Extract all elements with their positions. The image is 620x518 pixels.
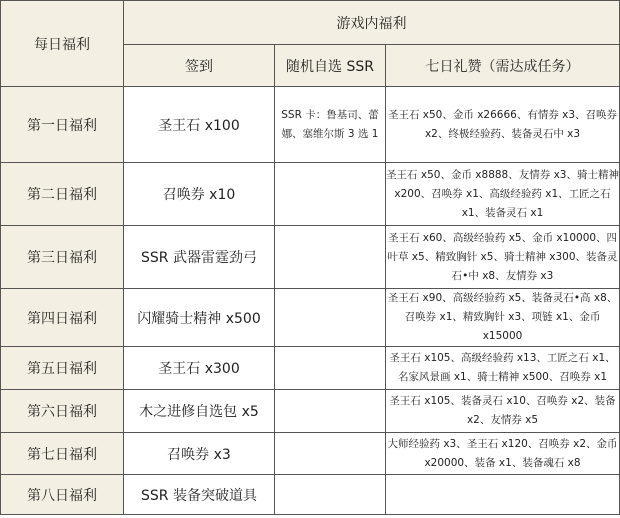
day-label: 第六日福利 xyxy=(1,390,124,433)
signin-reward: SSR 武器雷霆劲弓 xyxy=(124,226,275,289)
seven-day-gift xyxy=(386,475,620,515)
random-ssr-reward xyxy=(275,475,386,515)
signin-reward: 闪耀骑士精神 x500 xyxy=(124,289,275,347)
day-label: 第五日福利 xyxy=(1,347,124,390)
table-row xyxy=(1,289,620,347)
header-ingame-welfare: 游戏内福利 xyxy=(124,1,620,45)
header-daily-welfare: 每日福利 xyxy=(1,1,124,87)
seven-day-gift: 圣王石 x50、金币 x26666、有情券 x3、召唤券 x2、终极经验药、装备灵石中 x3 xyxy=(386,87,620,163)
random-ssr-reward xyxy=(275,226,386,289)
header-signin: 签到 xyxy=(124,45,275,87)
day-label: 第四日福利 xyxy=(1,289,124,347)
day-label: 第三日福利 xyxy=(1,226,124,289)
day-label: 第一日福利 xyxy=(1,87,124,163)
header-seven-day-gift: 七日礼赞（需达成任务） xyxy=(386,45,620,87)
seven-day-gift: 圣王石 x50、金币 x8888、友情券 x3、骑士精神 x200、召唤券 x1、高级经验药 x1、工匠之石 x1、装备灵石 x1 xyxy=(386,163,620,226)
day-label: 第七日福利 xyxy=(1,433,124,475)
random-ssr-reward xyxy=(275,163,386,226)
table-row xyxy=(1,433,620,475)
random-ssr-reward xyxy=(275,433,386,475)
random-ssr-reward xyxy=(275,289,386,347)
header-row-top xyxy=(1,1,620,45)
seven-day-gift: 圣王石 x105、高级经验药 x13、工匠之石 x1、名家风景画 x1、骑士精神 x500、召唤券 x1 xyxy=(386,347,620,390)
signin-reward: 圣王石 x300 xyxy=(124,347,275,390)
random-ssr-reward xyxy=(275,347,386,390)
day-label: 第八日福利 xyxy=(1,475,124,515)
table-row xyxy=(1,390,620,433)
random-ssr-reward xyxy=(275,390,386,433)
header-random-ssr: 随机自选 SSR xyxy=(275,45,386,87)
seven-day-gift: 圣王石 x90、高级经验药 x5、装备灵石•高 x8、召唤券 x1、精致胸针 x3、项链 x1、金币 x15000 xyxy=(386,289,620,347)
signin-reward: 召唤券 x10 xyxy=(124,163,275,226)
signin-reward: 召唤券 x3 xyxy=(124,433,275,475)
table-row xyxy=(1,163,620,226)
signin-reward: 木之进修自选包 x5 xyxy=(124,390,275,433)
table-row xyxy=(1,226,620,289)
day-label: 第二日福利 xyxy=(1,163,124,226)
table-row xyxy=(1,87,620,163)
seven-day-gift: 大师经验药 x3、圣王石 x120、召唤券 x2、金币 x20000、装备 x1、装备魂石 x8 xyxy=(386,433,620,475)
table-row xyxy=(1,347,620,390)
table-row xyxy=(1,475,620,515)
random-ssr-reward: SSR 卡：鲁基司、蕾娜、塞维尔斯 3 选 1 xyxy=(275,87,386,163)
seven-day-gift: 圣王石 x105、装备灵石 x10、召唤券 x2、装备 x2、友情券 x5 xyxy=(386,390,620,433)
signin-reward: SSR 装备突破道具 xyxy=(124,475,275,515)
signin-reward: 圣王石 x100 xyxy=(124,87,275,163)
seven-day-gift: 圣王石 x60、高级经验药 x5、金币 x10000、四叶草 x5、精致胸针 x5、骑士精神 x300、装备灵石•中 x8、友情券 x3 xyxy=(386,226,620,289)
